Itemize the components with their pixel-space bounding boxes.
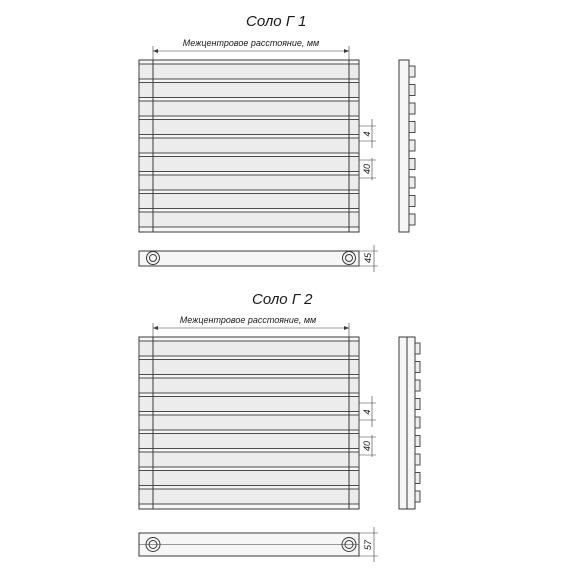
model-2-bars <box>139 341 359 504</box>
side-fin <box>415 491 420 502</box>
model-1-title: Соло Г 1 <box>246 13 307 30</box>
model-2-center-distance-label: Межцентровое расстояние, мм <box>179 315 317 325</box>
side-fin <box>415 380 420 391</box>
model-2-depth-label: 57 <box>363 539 373 551</box>
side-fin <box>409 66 415 77</box>
model-1-center-distance-label: Межцентровое расстояние, мм <box>182 38 320 48</box>
model-2-top-view <box>139 527 378 562</box>
side-fin <box>409 122 415 133</box>
side-fin <box>409 214 415 225</box>
model-1-top-view <box>139 245 378 272</box>
side-fin <box>409 140 415 151</box>
side-fin <box>415 343 420 354</box>
model-2-front-view <box>139 337 359 509</box>
radiator-bar <box>139 415 359 430</box>
model-2-pitch-dimension <box>359 435 376 457</box>
side-fin <box>409 103 415 114</box>
model-1-pitch-label: 40 <box>362 163 372 175</box>
model-1-pitch-dimension <box>359 158 376 180</box>
model-2-side-view <box>399 337 420 509</box>
model-2-side-fins <box>415 343 420 502</box>
radiator-bar <box>139 83 359 98</box>
side-fin <box>409 196 415 207</box>
radiator-bar <box>139 120 359 135</box>
radiator-bar <box>139 489 359 504</box>
radiator-bar <box>139 175 359 190</box>
side-fin <box>409 85 415 96</box>
radiator-bar <box>139 378 359 393</box>
model-1-bars <box>139 64 359 227</box>
side-fin <box>415 399 420 410</box>
radiator-bar <box>139 341 359 356</box>
side-fin <box>409 159 415 170</box>
radiator-bar <box>139 360 359 375</box>
side-fin <box>409 177 415 188</box>
side-fin <box>415 454 420 465</box>
model-2-pitch-label: 40 <box>362 440 372 452</box>
radiator-bar <box>139 452 359 467</box>
radiator-bar <box>139 64 359 79</box>
side-fin <box>415 436 420 447</box>
model-1-gap-dimension <box>359 119 376 148</box>
radiator-bar <box>139 194 359 209</box>
model-2-gap-dimension <box>359 396 376 427</box>
radiator-bar <box>139 471 359 486</box>
model-2-title: Соло Г 2 <box>252 291 313 308</box>
radiator-bar <box>139 212 359 227</box>
radiator-bar <box>139 138 359 153</box>
model-1-depth-label: 45 <box>363 252 373 264</box>
model-2-drawing <box>139 291 420 562</box>
side-fin <box>415 417 420 428</box>
radiator-bar <box>139 434 359 449</box>
side-fin <box>415 473 420 484</box>
model-1-gap-label: 4 <box>362 131 372 137</box>
model-2-gap-label: 4 <box>362 409 372 415</box>
radiator-bar <box>139 397 359 412</box>
model-1-drawing <box>139 13 415 272</box>
side-fin <box>415 362 420 373</box>
model-1-front-view <box>139 60 359 232</box>
model-1-side-fins <box>409 66 415 225</box>
radiator-bar <box>139 101 359 116</box>
radiator-bar <box>139 157 359 172</box>
model-1-side-view <box>399 60 415 232</box>
